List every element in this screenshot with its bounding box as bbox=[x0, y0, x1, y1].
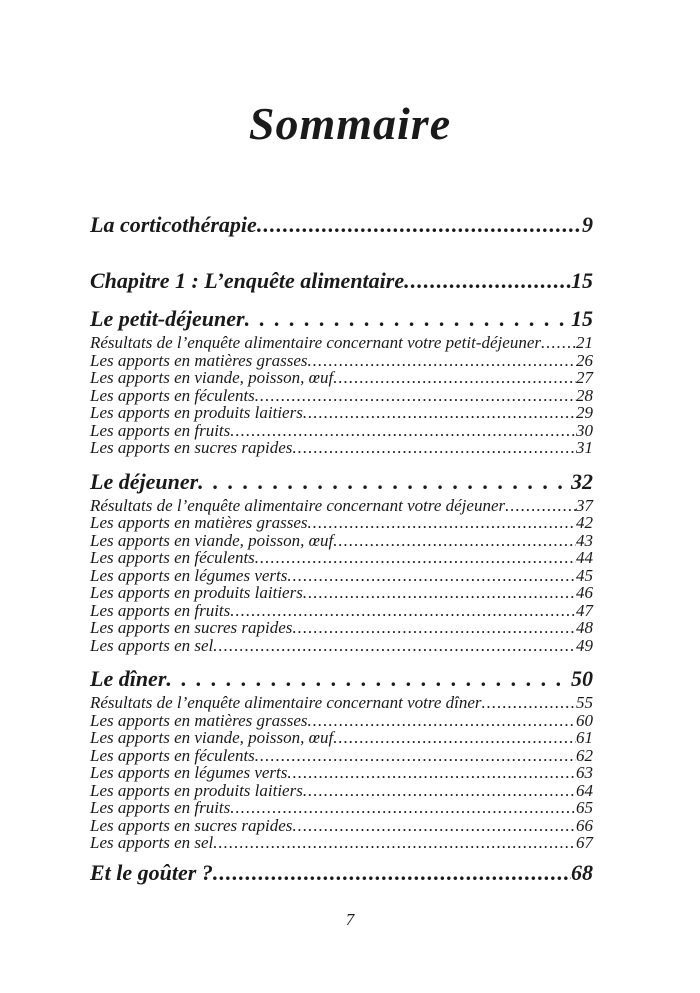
toc-entry-page: 50 bbox=[571, 666, 593, 691]
toc-entry bbox=[90, 212, 593, 238]
toc-entry bbox=[90, 567, 593, 585]
toc-entry bbox=[90, 637, 593, 655]
toc-entry bbox=[90, 712, 593, 730]
toc-entry-page: 65 bbox=[576, 798, 593, 817]
toc-entry bbox=[90, 817, 593, 835]
toc-entry-page: 26 bbox=[576, 350, 593, 370]
toc-entry-page: 21 bbox=[576, 333, 593, 352]
toc-entry-label: Et le goûter ? bbox=[90, 859, 213, 885]
toc-entry bbox=[90, 334, 593, 352]
toc-entry bbox=[90, 729, 593, 747]
toc-entry-page: 28 bbox=[576, 385, 593, 405]
dot-leader bbox=[230, 602, 576, 620]
toc-entry-page: 67 bbox=[576, 833, 593, 852]
toc-entry-label: Le déjeuner bbox=[90, 468, 199, 494]
toc-entry-page: 47 bbox=[576, 600, 593, 620]
toc-entry bbox=[90, 369, 593, 387]
toc-entry-page: 15 bbox=[571, 306, 593, 331]
dot-leader bbox=[505, 497, 576, 515]
toc-entry-label: Résultats de l’enquête alimentaire concernant votre dîner bbox=[90, 693, 482, 712]
toc-entry-page: 55 bbox=[576, 693, 593, 712]
toc-entry-label: Les apports en sucres rapides bbox=[90, 618, 293, 637]
dot-leader bbox=[303, 584, 576, 602]
toc-entry-page: 32 bbox=[571, 468, 593, 494]
toc-entry-label: Les apports en matières grasses bbox=[90, 350, 308, 370]
dot-leader bbox=[292, 817, 576, 835]
toc-entry bbox=[90, 514, 593, 532]
toc-entry-label: Les apports en féculents bbox=[90, 745, 255, 765]
dot-leader bbox=[255, 747, 576, 765]
toc-entry-page: 9 bbox=[582, 212, 593, 237]
toc-entry bbox=[90, 782, 593, 800]
toc-entry-label: Les apports en fruits bbox=[90, 798, 231, 817]
toc-entry-page: 43 bbox=[576, 530, 593, 550]
toc-entry-label: Les apports en légumes verts bbox=[90, 763, 288, 782]
toc-entry-label: Les apports en produits laitiers bbox=[90, 403, 303, 422]
toc-entry-page: 42 bbox=[576, 513, 593, 532]
toc-entry bbox=[90, 799, 593, 817]
dot-leader bbox=[308, 712, 576, 730]
toc-entry-page: 45 bbox=[576, 565, 593, 585]
dot-leader bbox=[230, 799, 576, 817]
toc-entry-page: 31 bbox=[576, 438, 593, 457]
toc-entry-page: 29 bbox=[576, 403, 593, 422]
dot-leader bbox=[333, 369, 576, 387]
toc-entry-page: 15 bbox=[571, 268, 593, 293]
toc-entry bbox=[90, 619, 593, 637]
toc-entry bbox=[90, 497, 593, 515]
toc-entry bbox=[90, 834, 593, 852]
toc-entry bbox=[90, 549, 593, 567]
toc-entry-page: 48 bbox=[576, 618, 593, 637]
toc-entry-label: Résultats de l’enquête alimentaire concernant votre petit-déjeuner bbox=[90, 333, 541, 352]
dot-leader bbox=[333, 532, 576, 550]
dot-leader bbox=[292, 439, 576, 457]
toc-entry-label: Les apports en sel bbox=[90, 635, 214, 655]
toc-entry bbox=[90, 584, 593, 602]
dot-leader bbox=[404, 268, 571, 294]
toc-entry-page: 49 bbox=[576, 635, 593, 655]
toc-entry-label: Chapitre 1 : L’enquête alimentaire bbox=[90, 268, 405, 293]
toc-entry bbox=[90, 602, 593, 620]
dot-leader bbox=[482, 694, 576, 712]
dot-leader bbox=[255, 549, 576, 567]
toc-entry bbox=[90, 764, 593, 782]
toc-entry-page: 37 bbox=[576, 495, 593, 515]
toc-entry-page: 68 bbox=[571, 859, 593, 885]
toc-entry-label: Les apports en sucres rapides bbox=[90, 815, 293, 835]
toc-entry-page: 30 bbox=[576, 420, 593, 440]
toc-entry bbox=[90, 666, 593, 692]
toc-entry-label: Les apports en sucres rapides bbox=[90, 438, 293, 457]
toc-entry-page: 44 bbox=[576, 548, 593, 567]
dot-leader bbox=[308, 514, 576, 532]
toc-entry-label: Les apports en viande, poisson, œuf bbox=[90, 368, 334, 387]
dot-leader bbox=[287, 764, 576, 782]
toc-entry bbox=[90, 404, 593, 422]
dot-leader bbox=[213, 834, 576, 852]
toc-entry-label: Le petit-déjeuner bbox=[90, 306, 245, 331]
toc-entry-label: Les apports en viande, poisson, œuf bbox=[90, 530, 334, 550]
dot-leader bbox=[303, 404, 576, 422]
toc-entry-label: Les apports en légumes verts bbox=[90, 565, 288, 585]
toc-entry-label: Les apports en sel bbox=[90, 833, 214, 852]
toc-entry bbox=[90, 860, 593, 886]
toc-entry-label: La corticothérapie bbox=[90, 212, 257, 237]
dot-leader bbox=[257, 212, 582, 238]
dot-leader bbox=[303, 782, 576, 800]
toc-entry-label: Les apports en féculents bbox=[90, 385, 255, 405]
dot-leader bbox=[213, 860, 571, 886]
toc-entry-label: Les apports en fruits bbox=[90, 600, 231, 620]
toc-entry bbox=[90, 469, 593, 495]
toc-entry-page: 46 bbox=[576, 583, 593, 602]
toc-entry bbox=[90, 422, 593, 440]
folio-page-number: 7 bbox=[345, 910, 355, 929]
toc-entry-label: Les apports en matières grasses bbox=[90, 513, 308, 532]
toc-entry-label: Les apports en produits laitiers bbox=[90, 583, 303, 602]
toc-entry-page: 64 bbox=[576, 780, 593, 800]
toc-entry-page: 61 bbox=[576, 728, 593, 747]
toc-entry bbox=[90, 439, 593, 457]
toc-entry-label: Les apports en féculents bbox=[90, 548, 255, 567]
page-title: Sommaire bbox=[248, 98, 452, 149]
dot-leader bbox=[308, 352, 576, 370]
dot-leader bbox=[230, 422, 576, 440]
toc-entry bbox=[90, 268, 593, 294]
toc-entry bbox=[90, 747, 593, 765]
toc-entry-label: Résultats de l’enquête alimentaire concernant votre déjeuner bbox=[90, 495, 506, 515]
toc-entry bbox=[90, 694, 593, 712]
toc-entry-page: 63 bbox=[576, 763, 593, 782]
toc-list bbox=[90, 212, 593, 886]
toc-entry-page: 62 bbox=[576, 745, 593, 765]
toc-entry-label: Les apports en viande, poisson, œuf bbox=[90, 728, 334, 747]
toc-entry-label: Le dîner bbox=[90, 666, 167, 691]
toc-entry bbox=[90, 387, 593, 405]
toc-entry-label: Les apports en fruits bbox=[90, 420, 231, 440]
toc-entry-page: 60 bbox=[576, 710, 593, 730]
toc-entry-page: 66 bbox=[576, 815, 593, 835]
dot-leader bbox=[255, 387, 576, 405]
dot-leader bbox=[292, 619, 576, 637]
toc-entry-page: 27 bbox=[576, 368, 593, 387]
dot-leader bbox=[287, 567, 576, 585]
toc-entry-label: Les apports en produits laitiers bbox=[90, 780, 303, 800]
toc-entry bbox=[90, 352, 593, 370]
dot-leader bbox=[333, 729, 576, 747]
dot-leader bbox=[198, 469, 571, 495]
dot-leader bbox=[541, 334, 576, 352]
toc-entry bbox=[90, 306, 593, 332]
dot-leader bbox=[245, 306, 571, 332]
dot-leader bbox=[166, 666, 571, 692]
toc-entry bbox=[90, 532, 593, 550]
toc-entry-label: Les apports en matières grasses bbox=[90, 710, 308, 730]
dot-leader bbox=[213, 637, 576, 655]
